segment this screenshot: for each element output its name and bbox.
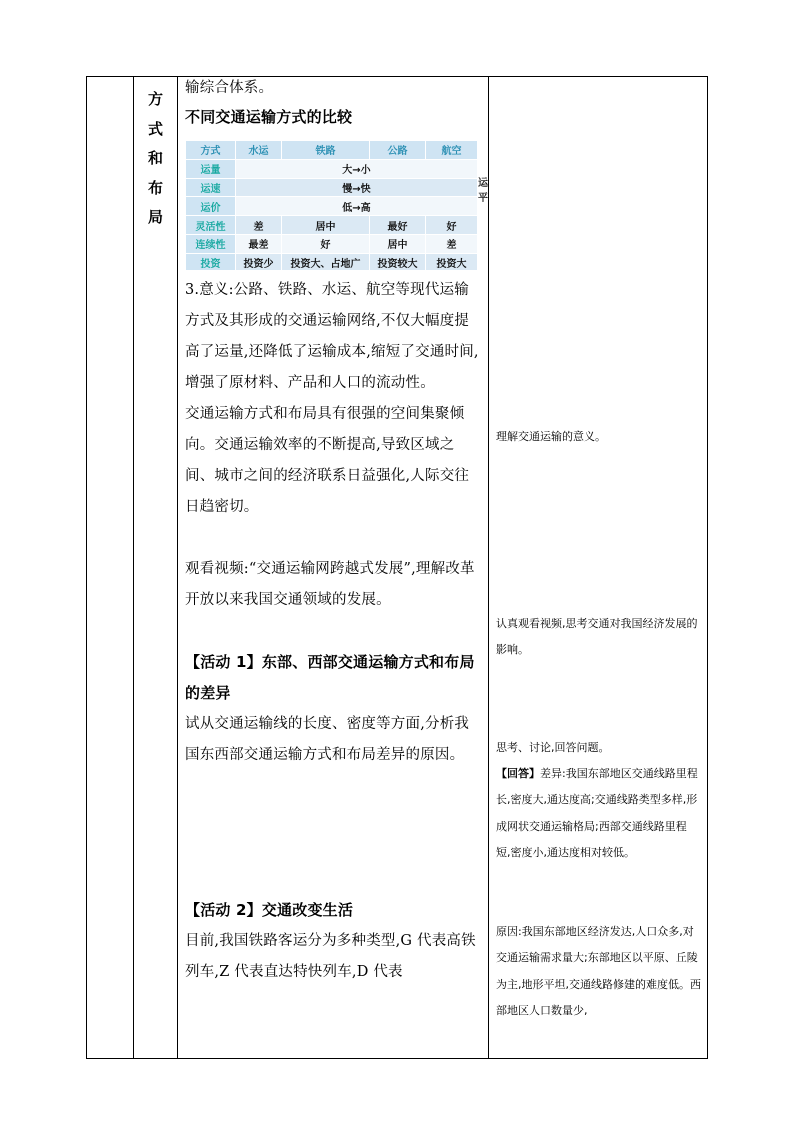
merged-cell: 低→高 (236, 197, 478, 216)
compare-row (186, 234, 478, 253)
row-label: 投资 (186, 253, 236, 270)
activity1-title: 【活动 1】东部、西部交通运输方式和布局的差异 (185, 653, 475, 702)
compare-row (186, 216, 478, 235)
cluster-paragraph: 交通运输方式和布局具有很强的空间集聚倾向。交通运输效率的不断提高,导致区域之间、城市之间的经济联系日益强化,人际交往日趋密切。 (185, 406, 470, 515)
clipped-text: 运 (478, 178, 488, 189)
row-label: 灵活性 (186, 216, 236, 235)
value-cell: 投资大 (426, 253, 478, 270)
value-cell: 投资少 (236, 253, 282, 270)
compare-title: 不同交通运输方式的比较 (185, 108, 353, 126)
activity1-text: 试从交通运输线的长度、密度等方面,分析我国东西部交通运输方式和布局差异的原因。 (185, 716, 470, 763)
heading-char: 布 (147, 178, 163, 197)
value-cell: 最差 (236, 234, 282, 253)
video-paragraph: 观看视频:“交通运输网跨越式发展”,理解改革开放以来我国交通领域的发展。 (185, 561, 475, 608)
row-label: 连续性 (186, 234, 236, 253)
header-cell: 公路 (370, 141, 426, 160)
header-cell: 航空 (426, 141, 478, 160)
compare-row (186, 197, 478, 216)
value-cell: 投资大、占地广 (282, 253, 370, 270)
activity2-title: 【活动 2】交通改变生活 (185, 901, 354, 919)
value-cell: 投资较大 (370, 253, 426, 270)
note-text: 认真观看视频,思考交通对我国经济发展的影响。 (496, 617, 698, 656)
reason-text: 原因:我国东部地区经济发达,人口众多,对交通运输需求量大;东部地区以平原、丘陵为主,地形平坦,交通线路修建的难度低。西部地区人口数量少, (496, 925, 701, 1017)
row-label: 运价 (186, 197, 236, 216)
merged-cell: 大→小 (236, 159, 478, 178)
column-divider (177, 77, 178, 1058)
meaning-paragraph: 3.意义:公路、铁路、水运、航空等现代运输方式及其形成的交通运输网络,不仅大幅度提高了运量,还降低了运输成本,缩短了交通时间,增强了原材料、产品和人口的流动性。 (185, 282, 479, 391)
value-cell: 好 (426, 216, 478, 235)
header-cell: 铁路 (282, 141, 370, 160)
heading-char: 和 (147, 149, 163, 167)
row-label: 运速 (186, 178, 236, 197)
note-text: 思考、讨论,回答问题。 (496, 741, 610, 754)
value-cell: 最好 (370, 216, 426, 235)
note-text: 理解交通运输的意义。 (496, 430, 606, 443)
row-label: 运量 (186, 159, 236, 178)
intro-text: 输综合体系。 (185, 80, 274, 96)
clipped-text: 平 (478, 193, 488, 204)
answer-tag: 【回答】 (496, 767, 540, 780)
heading-char: 式 (147, 119, 163, 138)
header-cell: 方式 (186, 141, 236, 160)
compare-header-row (186, 141, 478, 160)
compare-table (185, 140, 478, 270)
compare-table-image (185, 140, 488, 270)
value-cell: 好 (282, 234, 370, 253)
value-cell: 差 (426, 234, 478, 253)
heading-char: 局 (147, 208, 163, 226)
compare-row (186, 178, 478, 197)
header-cell: 水运 (236, 141, 282, 160)
compare-row (186, 253, 478, 270)
answer-text (496, 761, 701, 866)
value-cell: 居中 (282, 216, 370, 235)
merged-cell: 慢→快 (236, 178, 478, 197)
value-cell: 差 (236, 216, 282, 235)
activity2-text: 目前,我国铁路客运分为多种类型,G 代表高铁列车,Z 代表直达特快列车,D 代表 (185, 933, 476, 980)
section-heading (134, 85, 177, 233)
column-divider (488, 77, 489, 1058)
compare-row (186, 159, 478, 178)
value-cell: 居中 (370, 234, 426, 253)
lesson-table (86, 76, 708, 1059)
answer-body: 差异:我国东部地区交通线路里程长,密度大,通达度高;交通线路类型多样,形成网状交通运输格局;西部交通线路里程短,密度小,通达度相对较低。 (496, 767, 698, 859)
heading-char: 方 (147, 90, 163, 108)
